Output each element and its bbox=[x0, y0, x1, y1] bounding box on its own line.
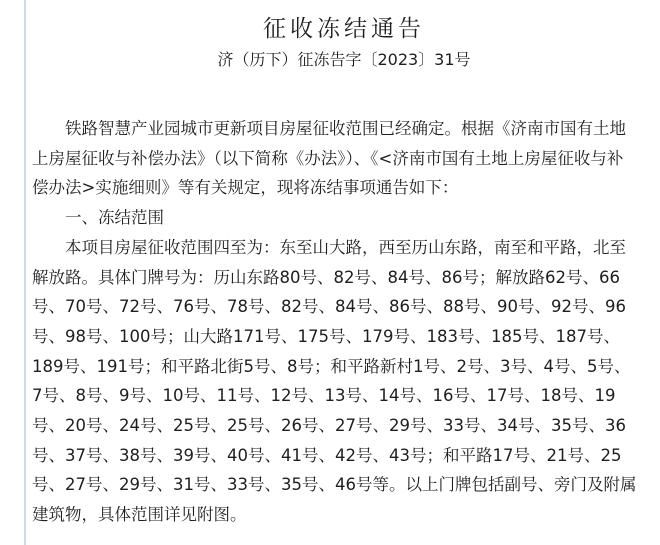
intro-paragraph: 铁路智慧产业园城市更新项目房屋征收范围已经确定。根据《济南市国有土地上房屋征收与补偿办法》（以下简称《办法》）、《<济南市国有土地上房屋征收与补偿办法>实施细则》等有关规定，现将冻结事项通告如下： bbox=[32, 119, 626, 198]
document-number: 济（历下）征冻告字〔2023〕31号 bbox=[217, 50, 471, 69]
scope-paragraph: 本项目房屋征收范围四至为：东至山大路，西至历山东路，南至和平路，北至解放路。具体门牌号为：历山东路80号、82号、84号、86号；解放路62号、66号、70号、72号、76号、78号、82号、84号、86号、88号、90号、92号、96号、98号、100号；山大路171号、175号、179号、183号、185号、187号、189号、191号；和平路北街5号、8号；和平路新村1号、2号、3号、4号、5号、7号、8号、9号、10号、11号、12号、13号、14号、16号、17号、18号、19号、20号、24号、25号、25号、26号、27号、29号、33号、34号、35号、36号、37号、38号、39号、40号、41号、42号、43号；和平路17号、21号、25号、27号、29号、31号、33号、35号、46号等。以上门牌包括副号、旁门及附属建筑物，具体范围详见附图。 bbox=[32, 237, 637, 525]
section-heading-freeze-scope: 一、冻结范围 bbox=[65, 208, 164, 228]
page-margin-rule bbox=[24, 0, 26, 545]
notice-title: 征收冻结通告 bbox=[263, 16, 425, 42]
notice-document bbox=[32, 0, 656, 545]
notice-body bbox=[32, 114, 638, 530]
